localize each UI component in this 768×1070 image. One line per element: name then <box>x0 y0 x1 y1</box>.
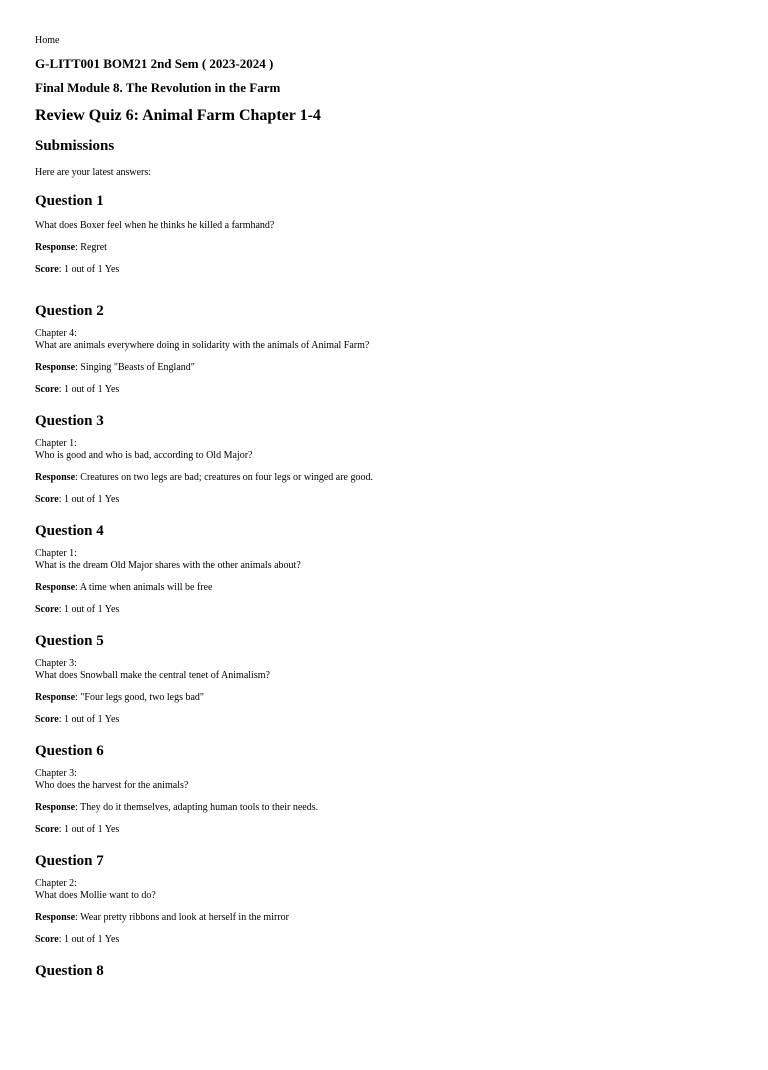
response-label: Response <box>35 802 76 813</box>
score-label: Score <box>35 384 59 395</box>
intro-text: Here are your latest answers: <box>35 167 152 178</box>
question-chapter: Chapter 3: <box>35 658 77 669</box>
score-line <box>35 714 733 726</box>
response-label: Response <box>35 692 76 703</box>
response-value: A time when animals will be free <box>79 582 213 593</box>
score-separator: : <box>58 604 64 615</box>
quiz-title: Review Quiz 6: Animal Farm Chapter 1-4 <box>35 107 321 124</box>
question-text: What does Boxer feel when he thinks he killed a farmhand? <box>35 220 275 231</box>
response-separator: : <box>75 692 81 703</box>
score-label: Score <box>35 494 59 505</box>
question-text: What is the dream Old Major shares with the other animals about? <box>35 560 301 571</box>
response-value: Wear pretty ribbons and look at herself in the mirror <box>80 912 289 923</box>
response-line <box>35 912 733 924</box>
question-block <box>35 960 733 1070</box>
response-separator: : <box>75 472 81 483</box>
score-line <box>35 264 733 276</box>
question-text: What does Mollie want to do? <box>35 890 156 901</box>
response-value: Creatures on two legs are bad; creatures on four legs or winged are good. <box>80 472 373 483</box>
submissions-heading: Submissions <box>35 138 115 154</box>
response-separator: : <box>75 912 81 923</box>
response-label: Response <box>35 472 76 483</box>
question-prompt <box>35 658 733 682</box>
response-separator: : <box>75 362 81 373</box>
response-line <box>35 242 733 254</box>
question-chapter: Chapter 3: <box>35 768 77 779</box>
question-title: Question 5 <box>35 633 104 649</box>
score-separator: : <box>58 824 64 835</box>
score-separator: : <box>58 264 64 275</box>
question-chapter: Chapter 1: <box>35 438 77 449</box>
score-value: 1 out of 1 Yes <box>63 714 120 725</box>
question-chapter: Chapter 1: <box>35 548 77 559</box>
question-title: Question 1 <box>35 193 104 209</box>
score-label: Score <box>35 934 59 945</box>
response-value: They do it themselves, adapting human tools to their needs. <box>80 802 319 813</box>
score-line <box>35 934 733 946</box>
score-value: 1 out of 1 Yes <box>63 604 120 615</box>
score-separator: : <box>58 714 64 725</box>
score-line <box>35 494 733 506</box>
question-prompt <box>35 878 733 902</box>
question-block <box>35 410 733 520</box>
response-line <box>35 802 733 814</box>
question-text: What are animals everywhere doing in solidarity with the animals of Animal Farm? <box>35 340 370 351</box>
question-title: Question 2 <box>35 303 104 319</box>
response-line <box>35 582 733 594</box>
question-block <box>35 300 733 410</box>
question-block <box>35 190 733 300</box>
score-line <box>35 824 733 836</box>
question-title: Question 4 <box>35 523 104 539</box>
score-label: Score <box>35 714 59 725</box>
question-prompt <box>35 768 733 792</box>
score-line <box>35 604 733 616</box>
score-label: Score <box>35 604 59 615</box>
response-value: Singing "Beasts of England" <box>80 362 195 373</box>
question-block <box>35 850 733 960</box>
module-title: Final Module 8. The Revolution in the Farm <box>35 80 281 95</box>
breadcrumb <box>35 34 733 48</box>
question-block <box>35 740 733 850</box>
score-separator: : <box>58 934 64 945</box>
question-chapter: Chapter 4: <box>35 328 77 339</box>
question-prompt <box>35 548 733 572</box>
score-value: 1 out of 1 Yes <box>63 384 120 395</box>
score-label: Score <box>35 824 59 835</box>
question-prompt <box>35 328 733 352</box>
score-separator: : <box>58 494 64 505</box>
question-prompt <box>35 220 733 232</box>
response-separator: : <box>75 582 80 593</box>
score-value: 1 out of 1 Yes <box>63 494 120 505</box>
question-block <box>35 520 733 630</box>
question-prompt <box>35 438 733 462</box>
response-line <box>35 692 733 704</box>
score-line <box>35 384 733 396</box>
question-title: Question 8 <box>35 963 104 979</box>
question-text: Who is good and who is bad, according to Old Major? <box>35 450 253 461</box>
score-separator: : <box>58 384 64 395</box>
response-value: "Four legs good, two legs bad" <box>80 692 205 703</box>
question-block <box>35 630 733 740</box>
response-label: Response <box>35 362 76 373</box>
response-separator: : <box>75 802 81 813</box>
response-line <box>35 362 733 374</box>
score-value: 1 out of 1 Yes <box>63 824 120 835</box>
question-list <box>35 190 733 1070</box>
response-separator: : <box>75 242 81 253</box>
question-title: Question 7 <box>35 853 104 869</box>
response-value: Regret <box>80 242 107 253</box>
score-value: 1 out of 1 Yes <box>63 934 120 945</box>
response-label: Response <box>35 242 76 253</box>
response-label: Response <box>35 582 76 593</box>
response-line <box>35 472 733 484</box>
score-value: 1 out of 1 Yes <box>63 264 120 275</box>
question-chapter: Chapter 2: <box>35 878 77 889</box>
breadcrumb-home-link[interactable]: Home <box>35 35 60 46</box>
question-text: What does Snowball make the central tenet of Animalism? <box>35 670 270 681</box>
response-label: Response <box>35 912 76 923</box>
question-text: Who does the harvest for the animals? <box>35 780 189 791</box>
question-title: Question 6 <box>35 743 104 759</box>
score-label: Score <box>35 264 59 275</box>
question-title: Question 3 <box>35 413 104 429</box>
course-title: G-LITT001 BOM21 2nd Sem ( 2023-2024 ) <box>35 56 274 71</box>
